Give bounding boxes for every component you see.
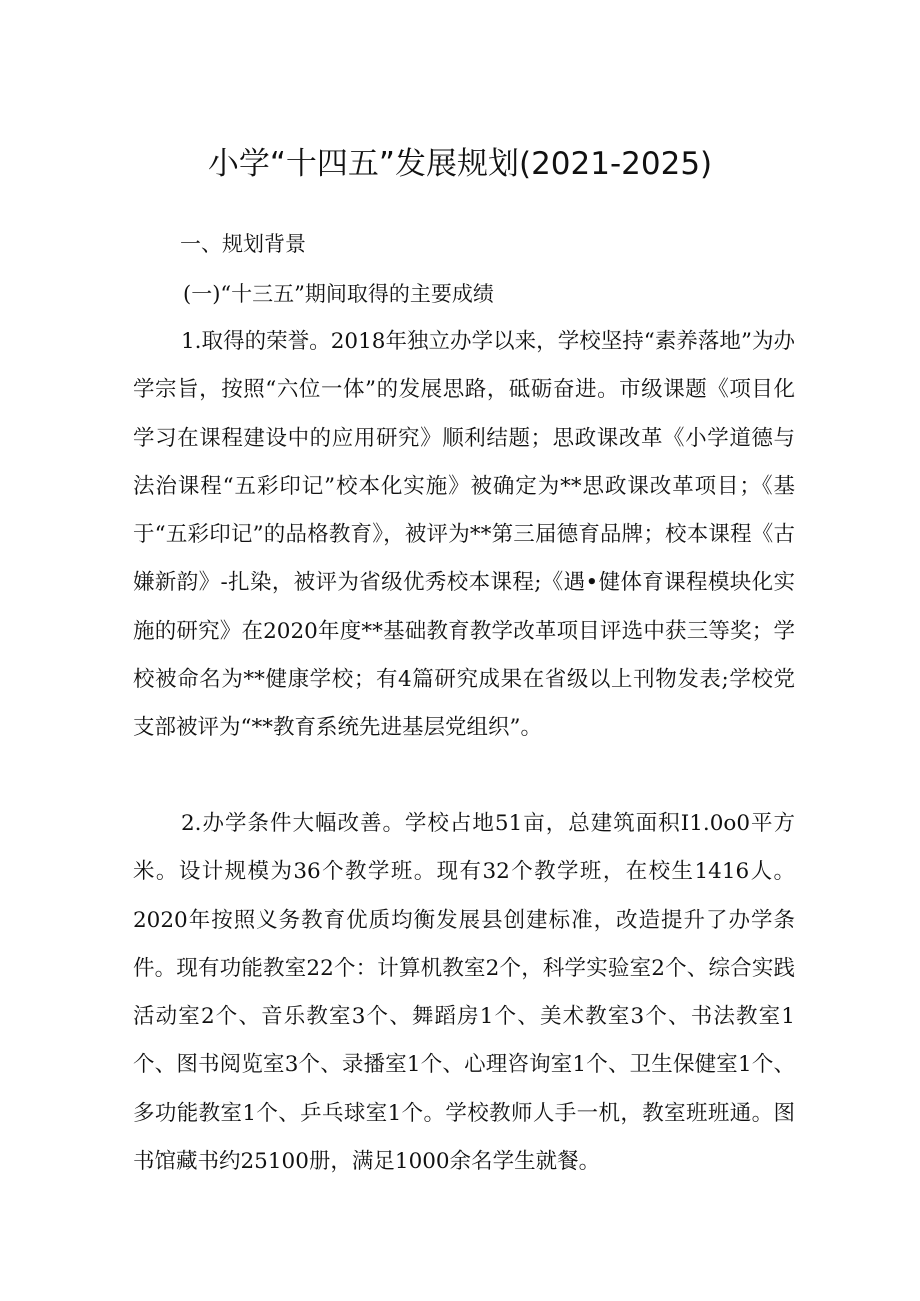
subsection-heading: (一)“十三五”期间取得的主要成绩 — [183, 282, 494, 306]
paragraph-conditions: 2.办学条件大幅改善。学校占地51亩，总建筑面积I1.0o0平方米。设计规模为36个教学班。现有32个教学班，在校生1416人。2020年按照义务教育优质均衡发展县创建标准，改造提升了办学条件。现有功能教室22个：计算机教室2个，科学实验室2个、综合实践活动室2个、音乐教室3个、舞蹈房1个、美术教室3个、书法教室1个、图书阅览室3个、录播室1个、心理咨询室1个、卫生保健室1个、多功能教室1个、乒乓球室1个。学校教师人手一机，教室班班通。图书馆藏书约25100册，满足1000余名学生就餐。 — [133, 811, 795, 1175]
document-title: 小学“十四五”发展规划(2021-2025) — [207, 146, 713, 182]
paragraph-honors: 1.取得的荣誉。2018年独立办学以来，学校坚持“素养落地”为办学宗旨，按照“六位一体”的发展思路，砥砺奋进。市级课题《项目化学习在课程建设中的应用研究》顺利结题；思政课改革《小学道德与法治课程“五彩印记”校本化实施》被确定为**思政课改革项目；《基于“五彩印记”的品格教育》，被评为**第三届德育品牌；校本课程《古嫌新韵》-扎染，被评为省级优秀校本课程;《遇•健体育课程模块化实施的研究》在2020年度**基础教育教学改革项目评选中获三等奖；学校被命名为**健康学校；有4篇研究成果在省级以上刊物发表;学校党支部被评为“**教育系统先进基层党组织”。 — [133, 329, 795, 741]
section-heading: 一、规划背景 — [180, 232, 306, 256]
